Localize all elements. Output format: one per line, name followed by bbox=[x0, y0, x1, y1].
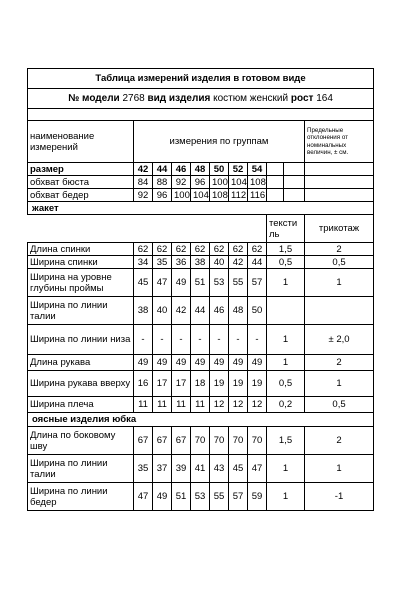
value-cell: 57 bbox=[229, 483, 248, 511]
knit-tolerance bbox=[305, 297, 374, 325]
value-cell: 62 bbox=[153, 243, 172, 256]
value-cell: 47 bbox=[248, 455, 267, 483]
value-cell: 19 bbox=[210, 371, 229, 397]
textile-tolerance: 1 bbox=[267, 455, 305, 483]
value-cell: 49 bbox=[229, 355, 248, 371]
value-cell: 41 bbox=[191, 455, 210, 483]
model-line bbox=[28, 89, 374, 109]
row-label: Ширина плеча bbox=[28, 397, 134, 413]
value-cell: 51 bbox=[172, 483, 191, 511]
value-cell: 40 bbox=[153, 297, 172, 325]
value-cell: 36 bbox=[172, 256, 191, 269]
value-cell: 57 bbox=[248, 269, 267, 297]
tolerance-textile-header: тексти ль bbox=[267, 215, 305, 243]
value-cell: 43 bbox=[210, 455, 229, 483]
item-type-label: вид изделия bbox=[147, 93, 211, 104]
value-cell: 70 bbox=[191, 427, 210, 455]
textile-tolerance: 1,5 bbox=[267, 243, 305, 256]
value-cell: 112 bbox=[229, 189, 248, 202]
table-row bbox=[28, 269, 374, 297]
size-cell: 46 bbox=[172, 163, 191, 176]
value-cell: - bbox=[191, 325, 210, 355]
table-row bbox=[28, 427, 374, 455]
value-cell: 49 bbox=[210, 355, 229, 371]
value-cell: 84 bbox=[134, 176, 153, 189]
item-type-value: костюм женский bbox=[213, 93, 289, 104]
value-cell: - bbox=[172, 325, 191, 355]
table-row bbox=[28, 297, 374, 325]
value-cell: 108 bbox=[210, 189, 229, 202]
value-cell: 42 bbox=[229, 256, 248, 269]
height-label: рост bbox=[290, 93, 314, 104]
knit-tolerance: -1 bbox=[305, 483, 374, 511]
value-cell: 17 bbox=[153, 371, 172, 397]
row-label: Ширина на уровне глубины проймы bbox=[28, 269, 134, 297]
empty-cell bbox=[305, 163, 374, 176]
empty-cell bbox=[267, 189, 284, 202]
row-label: Ширина по линии талии bbox=[28, 297, 134, 325]
value-cell: 59 bbox=[248, 483, 267, 511]
value-cell: 46 bbox=[210, 297, 229, 325]
tolerance-knit-header: трикотаж bbox=[305, 215, 374, 243]
size-row bbox=[28, 163, 374, 176]
value-cell: 47 bbox=[134, 483, 153, 511]
textile-tolerance: 1,5 bbox=[267, 427, 305, 455]
value-cell: 34 bbox=[134, 256, 153, 269]
value-cell: - bbox=[134, 325, 153, 355]
textile-tolerance bbox=[267, 297, 305, 325]
table-row bbox=[28, 397, 374, 413]
value-cell: 96 bbox=[153, 189, 172, 202]
empty-cell bbox=[267, 163, 284, 176]
value-cell: 70 bbox=[229, 427, 248, 455]
row-label: обхват бедер bbox=[28, 189, 134, 202]
value-cell: 35 bbox=[134, 455, 153, 483]
empty-cell bbox=[267, 176, 284, 189]
value-cell: 12 bbox=[248, 397, 267, 413]
value-cell: 104 bbox=[229, 176, 248, 189]
measurement-sheet bbox=[27, 68, 373, 511]
value-cell: 104 bbox=[191, 189, 210, 202]
table-row bbox=[28, 371, 374, 397]
value-cell: 116 bbox=[248, 189, 267, 202]
value-cell: 67 bbox=[172, 427, 191, 455]
value-cell: 62 bbox=[134, 243, 153, 256]
size-cell: 48 bbox=[191, 163, 210, 176]
value-cell: 45 bbox=[229, 455, 248, 483]
value-cell: 16 bbox=[134, 371, 153, 397]
value-cell: 42 bbox=[172, 297, 191, 325]
value-cell: - bbox=[248, 325, 267, 355]
value-cell: 92 bbox=[134, 189, 153, 202]
height-value: 164 bbox=[316, 93, 333, 104]
empty-cell bbox=[305, 189, 374, 202]
row-label: Длина по боковому шву bbox=[28, 427, 134, 455]
spacer-row bbox=[28, 109, 374, 121]
value-cell: 96 bbox=[191, 176, 210, 189]
value-cell: 62 bbox=[172, 243, 191, 256]
header-groups: измерения по группам bbox=[134, 121, 305, 163]
value-cell: 11 bbox=[153, 397, 172, 413]
model-number-value: 2768 bbox=[122, 93, 145, 104]
size-cell: 54 bbox=[248, 163, 267, 176]
value-cell: 17 bbox=[172, 371, 191, 397]
value-cell: 88 bbox=[153, 176, 172, 189]
size-row-label: размер bbox=[28, 163, 134, 176]
value-cell: 19 bbox=[248, 371, 267, 397]
value-cell: 55 bbox=[229, 269, 248, 297]
blank-area bbox=[28, 215, 267, 243]
table-row bbox=[28, 325, 374, 355]
value-cell: 44 bbox=[248, 256, 267, 269]
value-cell: 49 bbox=[191, 355, 210, 371]
table-title: Таблица измерений изделия в готовом виде bbox=[28, 69, 374, 89]
textile-tolerance: 0,2 bbox=[267, 397, 305, 413]
value-cell: 37 bbox=[153, 455, 172, 483]
value-cell: 62 bbox=[248, 243, 267, 256]
value-cell: 49 bbox=[134, 355, 153, 371]
value-cell: 108 bbox=[248, 176, 267, 189]
value-cell: 44 bbox=[191, 297, 210, 325]
value-cell: 53 bbox=[191, 483, 210, 511]
textile-tolerance: 0,5 bbox=[267, 371, 305, 397]
table-row bbox=[28, 483, 374, 511]
knit-tolerance: 2 bbox=[305, 243, 374, 256]
size-cell: 50 bbox=[210, 163, 229, 176]
value-cell: 92 bbox=[172, 176, 191, 189]
empty-cell bbox=[284, 163, 305, 176]
knit-tolerance: 1 bbox=[305, 371, 374, 397]
value-cell: 48 bbox=[229, 297, 248, 325]
value-cell: 100 bbox=[172, 189, 191, 202]
table-row bbox=[28, 189, 374, 202]
value-cell: 67 bbox=[134, 427, 153, 455]
header-measurement-name: наименование измерений bbox=[28, 121, 134, 163]
value-cell: 70 bbox=[248, 427, 267, 455]
knit-tolerance: 1 bbox=[305, 269, 374, 297]
knit-tolerance: 2 bbox=[305, 427, 374, 455]
textile-tolerance: 1 bbox=[267, 483, 305, 511]
model-number-label: № модели bbox=[68, 93, 120, 104]
value-cell: 12 bbox=[229, 397, 248, 413]
textile-tolerance: 0,5 bbox=[267, 256, 305, 269]
row-label: Длина рукава bbox=[28, 355, 134, 371]
value-cell: 51 bbox=[191, 269, 210, 297]
header-tolerance: Предельные отклонения от номинальных величин, ± см. bbox=[305, 121, 374, 163]
value-cell: 49 bbox=[172, 355, 191, 371]
value-cell: 38 bbox=[134, 297, 153, 325]
value-cell: 38 bbox=[191, 256, 210, 269]
value-cell: - bbox=[153, 325, 172, 355]
knit-tolerance: 1 bbox=[305, 455, 374, 483]
empty-cell bbox=[284, 176, 305, 189]
value-cell: 62 bbox=[191, 243, 210, 256]
size-cell: 44 bbox=[153, 163, 172, 176]
row-label: обхват бюста bbox=[28, 176, 134, 189]
value-cell: 40 bbox=[210, 256, 229, 269]
row-label: Ширина рукава вверху bbox=[28, 371, 134, 397]
row-label: Длина спинки bbox=[28, 243, 134, 256]
row-label: Ширина по линии бедер bbox=[28, 483, 134, 511]
value-cell: 53 bbox=[210, 269, 229, 297]
table-row bbox=[28, 455, 374, 483]
value-cell: 45 bbox=[134, 269, 153, 297]
empty-cell bbox=[284, 189, 305, 202]
knit-tolerance: 2 bbox=[305, 355, 374, 371]
value-cell: 35 bbox=[153, 256, 172, 269]
value-cell: 62 bbox=[210, 243, 229, 256]
knit-tolerance: 0,5 bbox=[305, 397, 374, 413]
value-cell: 100 bbox=[210, 176, 229, 189]
textile-tolerance: 1 bbox=[267, 325, 305, 355]
value-cell: 55 bbox=[210, 483, 229, 511]
table-row bbox=[28, 243, 374, 256]
table-row bbox=[28, 256, 374, 269]
value-cell: 49 bbox=[153, 355, 172, 371]
value-cell: 12 bbox=[210, 397, 229, 413]
value-cell: 11 bbox=[172, 397, 191, 413]
value-cell: 19 bbox=[229, 371, 248, 397]
section-jacket: жакет bbox=[28, 202, 374, 215]
row-label: Ширина спинки bbox=[28, 256, 134, 269]
value-cell: 62 bbox=[229, 243, 248, 256]
value-cell: 11 bbox=[191, 397, 210, 413]
table-row bbox=[28, 355, 374, 371]
value-cell: 49 bbox=[153, 483, 172, 511]
value-cell: 70 bbox=[210, 427, 229, 455]
value-cell: 39 bbox=[172, 455, 191, 483]
value-cell: 49 bbox=[248, 355, 267, 371]
size-cell: 42 bbox=[134, 163, 153, 176]
knit-tolerance: 0,5 bbox=[305, 256, 374, 269]
value-cell: - bbox=[229, 325, 248, 355]
value-cell: 67 bbox=[153, 427, 172, 455]
size-cell: 52 bbox=[229, 163, 248, 176]
section-skirt: оясные изделия юбка bbox=[28, 413, 374, 427]
value-cell: 47 bbox=[153, 269, 172, 297]
empty-cell bbox=[305, 176, 374, 189]
textile-tolerance: 1 bbox=[267, 269, 305, 297]
value-cell: 49 bbox=[172, 269, 191, 297]
textile-tolerance: 1 bbox=[267, 355, 305, 371]
measurement-table bbox=[27, 68, 374, 511]
value-cell: 50 bbox=[248, 297, 267, 325]
value-cell: - bbox=[210, 325, 229, 355]
value-cell: 18 bbox=[191, 371, 210, 397]
value-cell: 11 bbox=[134, 397, 153, 413]
row-label: Ширина по линии талии bbox=[28, 455, 134, 483]
table-row bbox=[28, 176, 374, 189]
knit-tolerance: ± 2,0 bbox=[305, 325, 374, 355]
row-label: Ширина по линии низа bbox=[28, 325, 134, 355]
